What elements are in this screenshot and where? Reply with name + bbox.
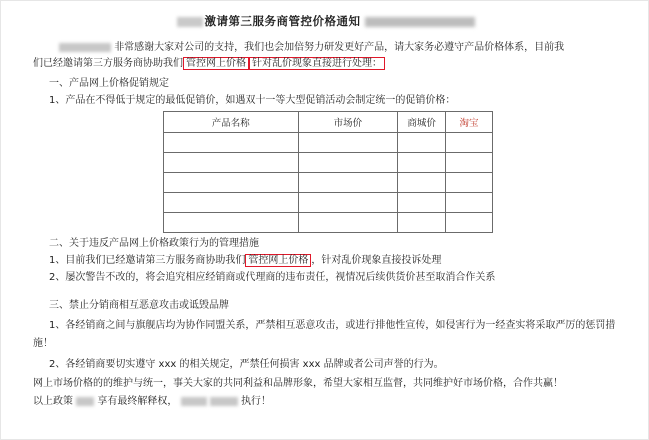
header-product-name: 产品名称: [164, 112, 299, 133]
highlight-direct-handling: 针对乱价现象直接进行处理：: [249, 57, 385, 70]
section-2-title: 二、关于违反产品网上价格政策行为的管理措施: [49, 238, 259, 249]
intro-line-1: 非常感谢大家对公司的支持，我们也会加倍努力研发更好产品，请大家务必遵守产品价格体系，目前我: [59, 41, 564, 55]
notice-title: [1, 13, 649, 29]
header-taobao: 淘宝: [446, 112, 493, 133]
highlight-price-control-2: 管控网上价格: [245, 254, 311, 267]
redacted-date-year: [181, 397, 207, 406]
notice-title-text: 激请第三服务商管控价格通知: [204, 14, 361, 28]
section-3-title: 三、禁止分销商相互恶意攻击或诋毁品牌: [49, 300, 229, 311]
redacted-doc-number: [365, 17, 475, 27]
header-market-price: 市场价: [298, 112, 398, 133]
price-table-header: [164, 112, 493, 133]
table-row: [164, 213, 493, 233]
table-row: [164, 173, 493, 193]
price-table: [163, 111, 493, 233]
intro-line-2: 们已经邀请第三方服务商协助我们 管控网上价格 针对乱价现象直接进行处理：: [33, 57, 385, 71]
closing-line-2: 以上政策 享有最终解释权， 执行！: [33, 396, 271, 407]
redacted-date-month: [210, 397, 238, 406]
closing-line-1: 网上市场价格的的维护与统一，事关大家的共同利益和品牌形象，希望大家相互监督，共同维护好市场价格，合作共赢！: [33, 378, 563, 389]
table-row: [164, 133, 493, 153]
section-2-item-1: 1、目前我们已经邀请第三方服务商协助我们 管控网上价格 ，针对乱价现象直接投诉处理: [49, 255, 442, 266]
table-row: [164, 153, 493, 173]
header-mall-price: 商城价: [398, 112, 446, 133]
redacted-brand: [76, 397, 94, 406]
redacted-name: [59, 43, 111, 52]
section-1-item-1: 1、产品在不得低于规定的最低促销价，如遇双十一等大型促销活动会制定统一的促销价格：: [49, 95, 456, 106]
section-3-item-1: 1、各经销商之间与旗舰店均为协作同盟关系，严禁相互恶意攻击，或进行排他性宣传，如侵害行为一经查实将采取严厉的惩罚措: [49, 320, 616, 331]
section-2-item-2: 2、屡次警告不改的，将会追究相应经销商或代理商的违布责任，视情况后续供货价甚至取消合作关系: [49, 272, 496, 283]
section-3-item-1-cont: 施！: [33, 338, 53, 349]
table-row: [164, 193, 493, 213]
redacted-company: [177, 17, 203, 27]
section-1-title: 一、产品网上价格促销规定: [49, 78, 169, 89]
highlight-price-control: 管控网上价格: [183, 57, 249, 70]
section-3-item-2: 2、各经销商要切实遵守 xxx 的相关规定，严禁任何损害 xxx 品牌或者公司声誉的行为。: [49, 359, 444, 370]
